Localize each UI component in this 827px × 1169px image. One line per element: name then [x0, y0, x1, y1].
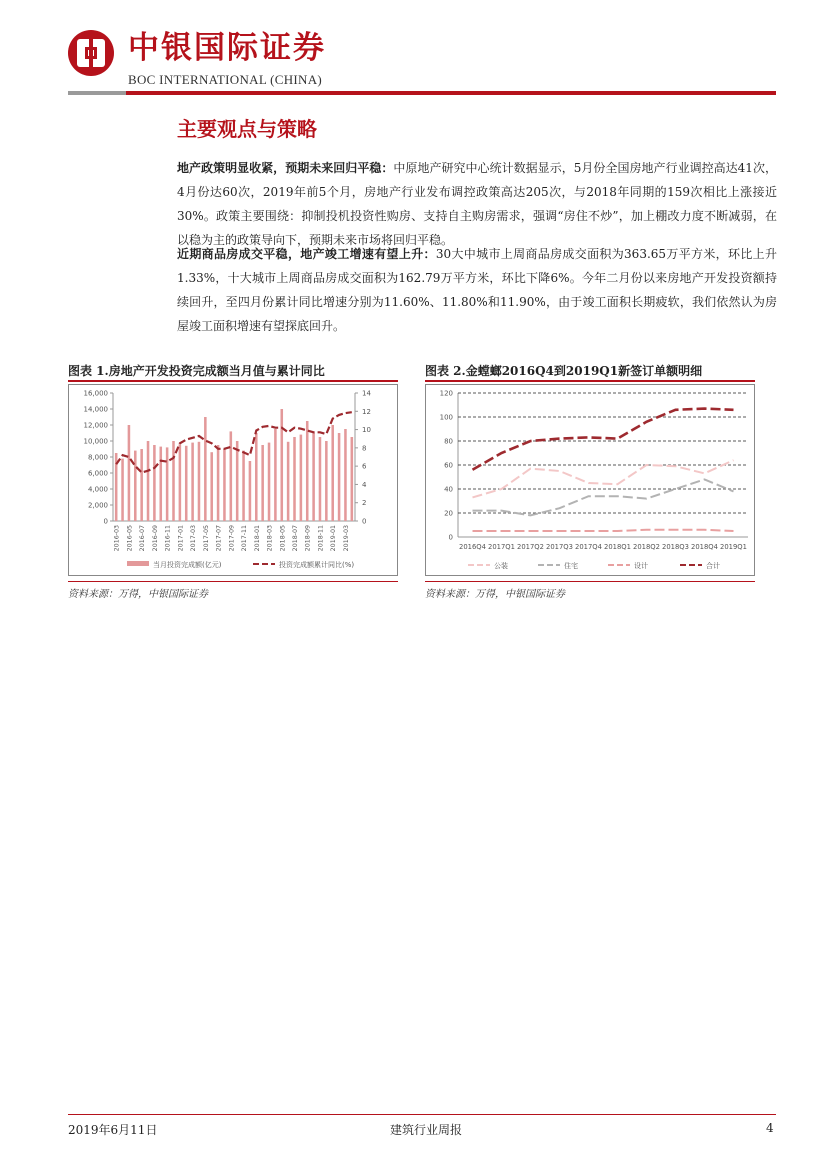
bar: [121, 459, 124, 521]
bar: [217, 445, 220, 521]
footer-rule: [68, 1114, 776, 1115]
x-tick-label: 2018Q2: [633, 543, 660, 551]
legend-swatch-bar: [127, 561, 149, 566]
bar: [179, 444, 182, 521]
figure-1-title: 图表 1.房地产开发投资完成额当月值与累计同比: [68, 364, 325, 378]
y-tick-label-left: 6,000: [87, 469, 108, 478]
y-tick-label-right: 6: [362, 462, 367, 471]
y-tick-label-left: 2,000: [87, 501, 108, 510]
y-tick-label-right: 0: [362, 517, 367, 526]
bar: [338, 433, 341, 521]
paragraph-housing: [177, 242, 777, 338]
figure-1-source: 资料来源：万得，中银国际证券: [68, 589, 208, 600]
x-tick-label: 2016-05: [126, 525, 134, 552]
bar: [261, 445, 264, 521]
bar: [344, 429, 347, 521]
bar: [172, 441, 175, 521]
x-tick-label: 2017-05: [202, 525, 210, 552]
bar: [325, 441, 328, 521]
bar: [268, 443, 271, 521]
x-tick-label: 2018-01: [253, 525, 261, 552]
x-tick-label: 2017Q4: [575, 543, 602, 551]
y-tick-label-right: 8: [362, 444, 367, 453]
figure-2-chart: [425, 384, 755, 576]
bar: [280, 409, 283, 521]
figure-2-source-rule: [425, 581, 755, 582]
bar: [166, 447, 169, 521]
x-tick-label: 2017-01: [177, 525, 185, 552]
section-title: 主要观点与策略: [177, 117, 317, 141]
boc-logo-icon: [68, 30, 114, 76]
legend-label: 合计: [706, 562, 720, 570]
y-tick-label-right: 14: [362, 389, 371, 398]
y-tick-label-left: 14,000: [83, 405, 108, 414]
x-tick-label: 2017-11: [241, 525, 249, 552]
bar: [236, 441, 239, 521]
y-tick-label-left: 8,000: [87, 453, 108, 462]
x-tick-label: 2018-11: [317, 525, 325, 552]
x-tick-label: 2019-01: [330, 525, 338, 552]
x-tick-label: 2017Q1: [488, 543, 515, 551]
x-tick-label: 2019Q1: [720, 543, 747, 551]
x-tick-label: 2018Q1: [604, 543, 631, 551]
y-tick-label-right: 4: [362, 480, 367, 489]
y-tick-label-left: 16,000: [83, 389, 108, 398]
paragraph-policy: [177, 156, 777, 252]
bar: [312, 433, 315, 521]
figure-2-source: 资料来源：万得，中银国际证券: [425, 589, 565, 600]
y-tick-label-right: 12: [362, 407, 371, 416]
line-series-2: [473, 530, 734, 531]
x-tick-label: 2016-11: [164, 525, 172, 552]
bar: [128, 425, 131, 521]
y-tick-label: 120: [439, 389, 453, 398]
bar: [249, 461, 252, 521]
figure-2-title: 图表 2.金螳螂2016Q4到2019Q1新签订单额明细: [425, 364, 703, 378]
bar: [140, 449, 143, 521]
y-tick-label-left: 12,000: [83, 421, 108, 430]
y-tick-label: 80: [444, 437, 453, 446]
x-tick-label: 2017-09: [228, 525, 236, 552]
bar: [134, 451, 137, 521]
paragraph-body: 中原地产研究中心统计数据显示，5月份全国房地产行业调控高达41次，4月份达60次，2019年前5个月，房地产行业发布调控政策高达205次，与2018年同期的159次相比上涨接近30%。政策主要围绕：抑制投机投资性购房、支持自主购房需求，强调“房住不炒”，加上棚改力度不断减弱，在以稳为主的政策导向下，预期未来市场将回归平稳。: [177, 161, 777, 247]
y-tick-label: 0: [448, 533, 453, 542]
legend-label-line: 投资完成额累计同比(%): [279, 561, 355, 569]
bar: [210, 452, 213, 521]
x-tick-label: 2017-03: [190, 525, 198, 552]
bar: [153, 445, 156, 521]
bar: [306, 421, 309, 521]
x-tick-label: 2019-03: [342, 525, 350, 552]
line-series-cumulative: [116, 412, 352, 472]
y-tick-label: 20: [444, 509, 453, 518]
y-tick-label: 40: [444, 485, 453, 494]
legend-label-bar: 当月投资完成额(亿元): [153, 561, 222, 569]
bar: [351, 437, 354, 521]
chart-2-svg: [426, 385, 754, 575]
brand-name-en: BOC INTERNATIONAL (CHINA): [128, 72, 323, 87]
x-tick-label: 2016-07: [139, 525, 147, 552]
bar: [223, 449, 226, 521]
x-tick-label: 2016-09: [151, 525, 159, 552]
footer-date: 2019年6月11日: [68, 1123, 158, 1137]
x-tick-label: 2016-03: [113, 525, 121, 552]
bar: [230, 431, 233, 521]
bar: [242, 451, 245, 521]
figure-1-chart: [68, 384, 398, 576]
line-series-1: [473, 479, 734, 515]
line-series-0: [473, 460, 734, 497]
y-tick-label-left: 0: [103, 517, 108, 526]
x-tick-label: 2018Q4: [691, 543, 718, 551]
bar: [191, 443, 194, 521]
figure-2-rule: [425, 380, 755, 382]
bar: [331, 425, 334, 521]
x-tick-label: 2018-07: [292, 525, 299, 552]
brand-name-cn: 中银国际证券: [128, 30, 326, 66]
header-rule-red: [126, 91, 776, 95]
x-tick-label: 2017Q3: [546, 543, 573, 551]
bar: [293, 437, 296, 521]
x-tick-label: 2016Q4: [459, 543, 486, 551]
figure-1-rule: [68, 380, 398, 382]
y-tick-label: 100: [439, 413, 453, 422]
y-tick-label-left: 10,000: [83, 437, 108, 446]
bar: [319, 437, 322, 521]
legend-label: 公装: [494, 562, 508, 570]
header-rule-grey: [68, 91, 126, 95]
bar: [274, 429, 277, 521]
chart-1-svg: [69, 385, 397, 575]
bar: [198, 442, 201, 521]
legend-label: 住宅: [564, 562, 578, 570]
paragraph-body: 30大中城市上周商品房成交面积为363.65万平方米，环比上升1.33%，十大城市上周商品房成交面积为162.79万平方米，环比下降6%。今年二月份以来房地产开发投资额持续回升，至四月份累计同比增速分别为11.60%、11.80%和11.90%，由于竣工面积长期疲软，我们依然认为房屋竣工面积增速有望探底回升。: [177, 247, 777, 333]
bar: [185, 446, 188, 521]
legend-label: 设计: [634, 562, 648, 570]
figure-1-source-rule: [68, 581, 398, 582]
bar: [255, 433, 258, 521]
line-series-3: [473, 409, 734, 470]
y-tick-label-right: 10: [362, 426, 371, 435]
bar: [300, 435, 303, 521]
bar: [287, 442, 290, 521]
paragraph-lead: 近期商品房成交平稳，地产竣工增速有望上升：: [177, 247, 436, 261]
bar: [159, 447, 162, 521]
x-tick-label: 2018Q3: [662, 543, 689, 551]
x-tick-label: 2018-09: [304, 525, 312, 552]
bar: [204, 417, 207, 521]
y-tick-label: 60: [444, 461, 453, 470]
bar: [147, 441, 150, 521]
footer-report-name: 建筑行业周报: [390, 1123, 463, 1137]
paragraph-lead: 地产政策明显收紧，预期未来回归平稳：: [177, 161, 394, 175]
footer-page-number: 4: [766, 1121, 774, 1135]
x-tick-label: 2018-05: [279, 525, 287, 552]
y-tick-label-right: 2: [362, 499, 367, 508]
x-tick-label: 2017Q2: [517, 543, 544, 551]
x-tick-label: 2017-07: [215, 525, 223, 552]
y-tick-label-left: 4,000: [87, 485, 108, 494]
x-tick-label: 2018-03: [266, 525, 274, 552]
